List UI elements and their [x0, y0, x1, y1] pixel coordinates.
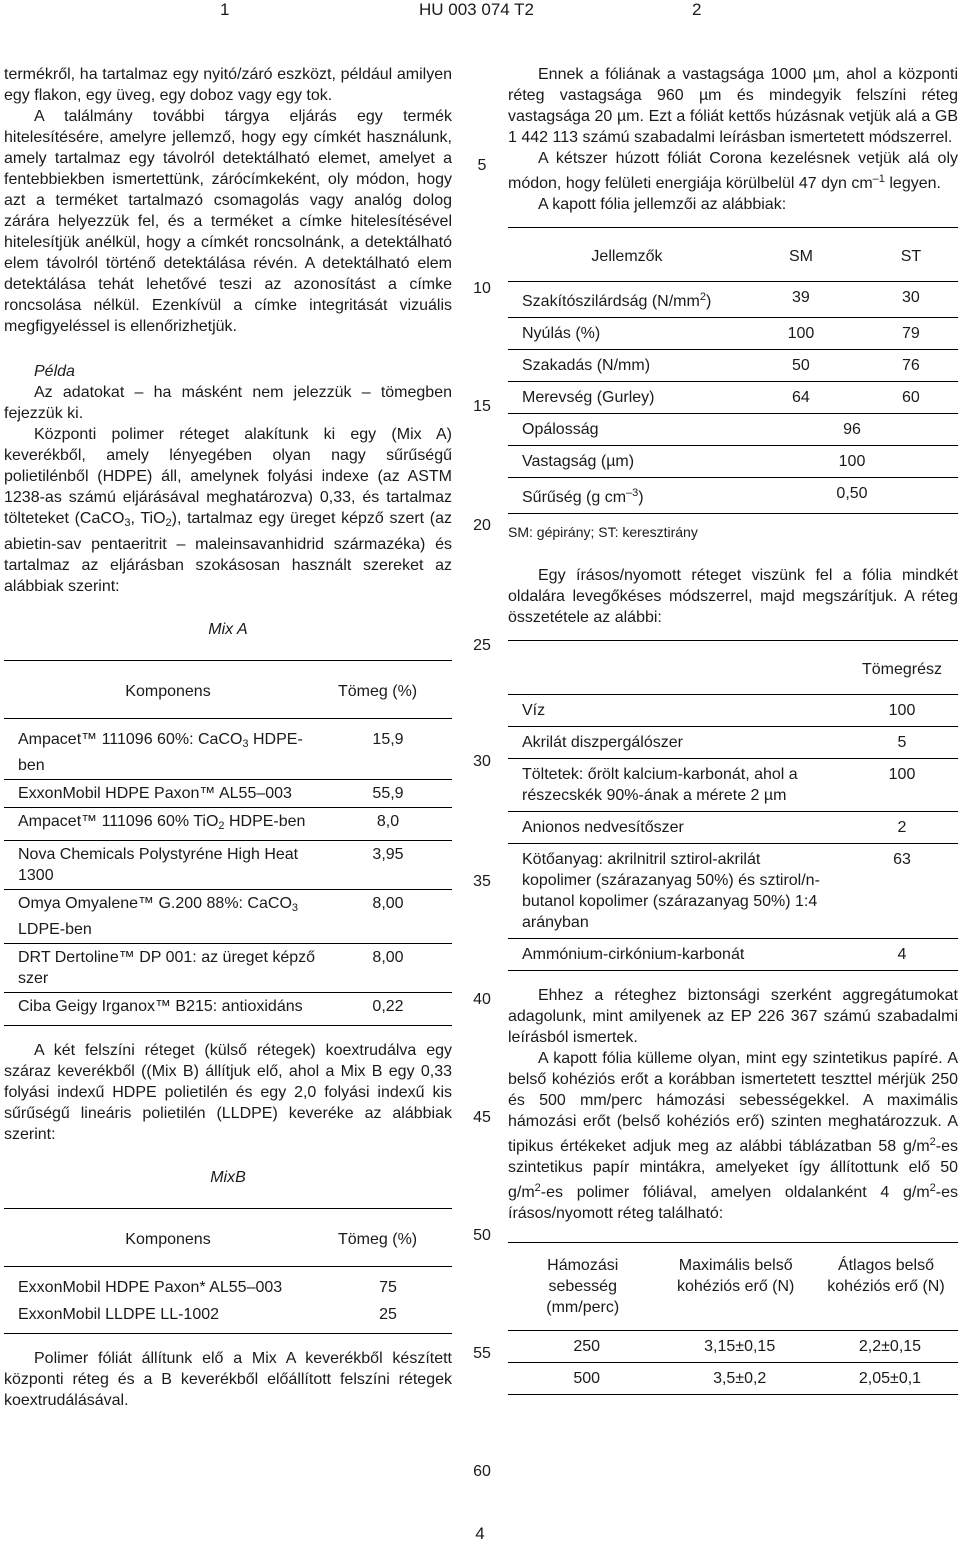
spacer [4, 337, 452, 351]
component-mass: 0,22 [324, 993, 452, 1026]
component-mass: 8,00 [324, 944, 452, 993]
peel-cell: 3,15±0,15 [657, 1331, 814, 1363]
component-name: Ampacet™ 111096 60%: CaCO$_3$ HDPE-ben [18, 731, 303, 774]
component-name: DRT Dertoline™ DP 001: az üreget képző szer [4, 944, 324, 993]
property-st-value: 30 [856, 282, 958, 318]
table-row [4, 944, 452, 993]
component-mass: 75 [379, 1279, 397, 1296]
table-row [4, 719, 452, 780]
line-number: 55 [473, 1345, 491, 1362]
left-paragraph-5: A két felszíni réteget (külső rétegek) koextrudálva egy száraz keverékből ((Mix B) állítjuk elő, ahol a Mix B egy 0,33 folyási indexű HDPE polietilén és egy 2,0 folyási indexű kis sűrűségű lineáris polietilén (LLDPE) keveréke az alábbiak szerint: [4, 1042, 452, 1143]
layer-amount: 2 [838, 812, 958, 844]
table-row [508, 282, 958, 318]
header-right-page-number: 2 [692, 0, 702, 19]
superscript: 2 [699, 291, 706, 303]
table-row [508, 478, 958, 514]
left-paragraph-4: Központi polimer réteget alakítunk ki egy (Mix A) keverékből, amely lényegében olyan nagy sűrűségű polietilénből (HDPE) áll, amelynek folyási indexe (az ASTM 1238-as számú eljárásával meghatározva) 0,33, és tartalmaz tölteteket (CaCO$_3$, TiO$_2$), tartalmaz egy üreget képző szert (az abietin-sav pentaeritrit – maleinsavanhidrid származéka) és tartalmaz az eljárásban szokásosan használt szereket az alábbiak szerint: [4, 426, 453, 595]
right-paragraph-5: Ehhez a réteghez biztonsági szerként aggregátumokat adagolunk, mint amilyenek az EP 226 367 számú szabadalmi leírásból ismertek. [508, 987, 958, 1046]
table-row [508, 695, 958, 727]
property-value: 0,50 [738, 478, 958, 514]
example-heading: Példa [34, 363, 75, 380]
header-document-id: HU 003 074 T2 [419, 0, 534, 19]
property-sm-value: 100 [738, 318, 856, 350]
layer-component: Töltetek: őrölt kalcium-karbonát, ahol a részecskék 90%-ának a mérete 2 µm [508, 759, 838, 812]
footer-page-number: 4 [475, 1524, 485, 1543]
table-row [508, 844, 958, 939]
component-mass: 15,9 [372, 731, 404, 748]
layer-amount: 100 [838, 759, 958, 812]
property-value: 100 [738, 446, 958, 478]
left-paragraph-2: A találmány további tárgya eljárás egy termék hitelesítésére, amelyre jellemző, hogy egy címkét használunk, amely tartalmaz egy távolról detektálható elemet, amelyet a fentebbiekben ismertettünk, zárócímkeként, oly módon, hogy azt a terméket tartalmazó csomagolás vagy analóg dolog zárára helyezzük fel, és a terméket a címke hitelesítésével hitelesítjük anélkül, hogy a címkét roncsolnánk, a detektálható elem távolról történő detektálása révén. A detektálható elem detektálása tehát lehetővé teszi az azonosítást a címke roncsolása nélkül. Ezenkívül a címke integritását vizuális megfigyeléssel is ellenőrizhetjük. [4, 108, 452, 335]
property-st-value: 76 [856, 350, 958, 382]
layer-component: Kötőanyag: akrilnitril sztirol-akrilát kopolimer (szárazanyag 50%) és sztirol/n-butanol kopolimer (szárazanyag 50%) 1:4 arányban [508, 844, 838, 939]
line-number: 5 [477, 157, 487, 174]
superscript: –3 [626, 487, 639, 499]
line-number: 30 [473, 753, 491, 770]
property-name: Szakítószilárdság $(N/mm^2)$ [508, 282, 738, 318]
layer-amount: 4 [838, 939, 958, 971]
table-row [508, 939, 958, 971]
property-name: Sűrűség (g $cm^{-3}$) [508, 478, 738, 514]
property-name: Opálosság [508, 414, 738, 446]
layer-component: Anionos nedvesítőszer [508, 812, 838, 844]
peel-header-cell: Hámozási sebesség (mm/perc) [508, 1243, 657, 1331]
line-number: 20 [473, 517, 491, 534]
left-paragraph-1: termékről, ha tartalmaz egy nyitó/záró eszközt, például amilyen egy flakon, egy üveg, egy doboz vagy egy tok. [4, 66, 452, 104]
layer-amount: 100 [838, 695, 958, 727]
property-value: 96 [738, 414, 958, 446]
layer-amount: 5 [838, 727, 958, 759]
property-st-value: 79 [856, 318, 958, 350]
props-header-sm: SM [738, 228, 856, 282]
component-name: ExxonMobil HDPE Paxon™ AL55–003 [4, 780, 324, 808]
peel-force-table [508, 1242, 958, 1395]
component-mass: 8,0 [324, 808, 452, 841]
table-row [508, 446, 958, 478]
line-number: 10 [473, 280, 491, 297]
property-sm-value: 39 [738, 282, 856, 318]
table-row [508, 382, 958, 414]
line-number: 25 [473, 637, 491, 654]
table-row [508, 350, 958, 382]
layer-component: Víz [508, 695, 838, 727]
table-row [508, 759, 958, 812]
mix-b-header-component: Komponens [4, 1209, 324, 1267]
peel-force-body [508, 1331, 958, 1395]
property-sm-value: 50 [738, 350, 856, 382]
line-number: 15 [473, 398, 491, 415]
component-mass: 3,95 [324, 841, 452, 890]
component-name: ExxonMobil HDPE Paxon* AL55–003 [18, 1279, 283, 1296]
table-row [4, 808, 452, 841]
right-paragraph-1: Ennek a fóliának a vastagsága 1000 µm, ahol a központi réteg vastagsága 960 µm és mindegyik felszíni réteg vastagsága 20 µm. Ezt a fóliát kettős húzásnak vetjük alá a GB 1 442 113 számú szabadalmi leírásban ismertetett módszerrel. [508, 66, 958, 146]
line-number: 60 [473, 1463, 491, 1480]
mix-b-table [4, 1208, 452, 1334]
property-name: Merevség (Gurley) [508, 382, 738, 414]
left-paragraph-3: Az adatokat – ha másként nem jelezzük – tömegben fejezzük ki. [4, 384, 452, 422]
mix-b-caption: MixB [210, 1169, 246, 1186]
property-name: Szakadás (N/mm) [508, 350, 738, 382]
mix-a-table-body [4, 719, 452, 1026]
props-header-st: ST [856, 228, 958, 282]
component-mass: 25 [379, 1306, 397, 1323]
layer-component: Ammónium-cirkónium-karbonát [508, 939, 838, 971]
line-number: 45 [473, 1109, 491, 1126]
property-name: Nyúlás (%) [508, 318, 738, 350]
peel-header-row [508, 1243, 958, 1331]
coating-layer-table [508, 640, 958, 971]
line-number: 40 [473, 991, 491, 1008]
mix-b-header-mass: Tömeg (%) [324, 1209, 452, 1267]
table-row [4, 890, 452, 944]
table-row [4, 841, 452, 890]
header-left-page-number: 1 [220, 0, 230, 19]
table-row [508, 727, 958, 759]
right-paragraph-6: A kapott fólia külleme olyan, mint egy szintetikus papíré. A belső kohéziós erőt a korábban ismertetett teszttel mérjük 250 és 500 mm/perc hámozási sebességekkel. A maximális hámozási erőt (belső kohéziós erő) szinten meghatározzuk. A tipikus értékeket adjuk meg az alábbi táblázatban 58 $g/m^2-es$ szintetikus papír mintákra, amelyeket így állítottunk elő 50 $g/m^2-es$ polimer fóliával, amelyen oldalanként 4 $g/m^2-es$ írásos/nyomott réteg található: [508, 1050, 958, 1222]
peel-cell: 3,5±0,2 [657, 1363, 814, 1395]
peel-cell: 500 [508, 1363, 657, 1395]
left-paragraph-6: Polimer fóliát állítunk elő a Mix A keverékből készített központi réteg és a B keverékből előállított felszíni rétegek koextrudálásával. [4, 1350, 452, 1409]
component-mass: 8,00 [324, 890, 452, 944]
layer-amount: 63 [838, 844, 958, 939]
mix-a-caption: Mix A [208, 621, 248, 638]
layer-header-mass-parts: Tömegrész [838, 641, 958, 695]
table-row [508, 1331, 958, 1363]
props-note: SM: gépirány; ST: keresztirány [508, 524, 698, 540]
component-name: ExxonMobil LLDPE LL-1002 [18, 1306, 220, 1323]
peel-header-cell: Átlagos belső kohéziós erő (N) [814, 1243, 958, 1331]
property-sm-value: 64 [738, 382, 856, 414]
mix-a-header-mass: Tömeg (%) [324, 661, 452, 719]
table-row [4, 993, 452, 1026]
line-number: 50 [473, 1227, 491, 1244]
table-row [4, 780, 452, 808]
right-column [508, 64, 958, 1395]
property-name: Vastagság (µm) [508, 446, 738, 478]
table-row [4, 1267, 452, 1302]
coating-layer-body [508, 695, 958, 971]
subscript: 3 [242, 738, 249, 750]
mix-b-table-body [4, 1267, 452, 1334]
mix-a-header-component: Komponens [4, 661, 324, 719]
table-row [508, 812, 958, 844]
peel-cell: 2,2±0,15 [814, 1331, 958, 1363]
peel-header-cell: Maximális belső kohéziós erő (N) [657, 1243, 814, 1331]
layer-header-blank [508, 641, 838, 695]
right-paragraph-2: A kétszer húzott fóliát Corona kezelésnek vetjük alá oly módon, hogy felületi energiája körülbelül 47 dyn $cm^{-1}$ legyen. [508, 150, 958, 192]
component-mass: 55,9 [324, 780, 452, 808]
left-column [4, 64, 452, 1411]
component-name: Nova Chemicals Polystyréne High Heat 1300 [4, 841, 324, 890]
table-row [4, 1301, 452, 1334]
layer-component: Akrilát diszpergálószer [508, 727, 838, 759]
mix-a-table [4, 660, 452, 1026]
component-name: Omya Omyalene™ G.200 88%: CaCO$_3$ LDPE-ben [4, 890, 324, 944]
table-row [508, 414, 958, 446]
peel-cell: 2,05±0,1 [814, 1363, 958, 1395]
subscript: 3 [291, 902, 299, 914]
line-number: 35 [473, 873, 491, 890]
peel-cell: 250 [508, 1331, 657, 1363]
props-header-property: Jellemzők [508, 228, 738, 282]
table-row [508, 318, 958, 350]
subscript: 2 [218, 820, 225, 832]
film-properties-body [508, 282, 958, 514]
component-name: Ciba Geigy Irganox™ B215: antioxidáns [4, 993, 324, 1026]
film-properties-table [508, 227, 958, 514]
component-name: Ampacet™ 111096 60% TiO$_2$ HDPE-ben [4, 808, 324, 841]
table-row [508, 1363, 958, 1395]
right-paragraph-3: A kapott fólia jellemzői az alábbiak: [538, 196, 787, 213]
right-paragraph-4: Egy írásos/nyomott réteget viszünk fel a fólia mindkét oldalára levegőkéses módszerrel, majd megszárítjuk. A réteg összetétele az alábbi: [508, 567, 958, 626]
property-st-value: 60 [856, 382, 958, 414]
